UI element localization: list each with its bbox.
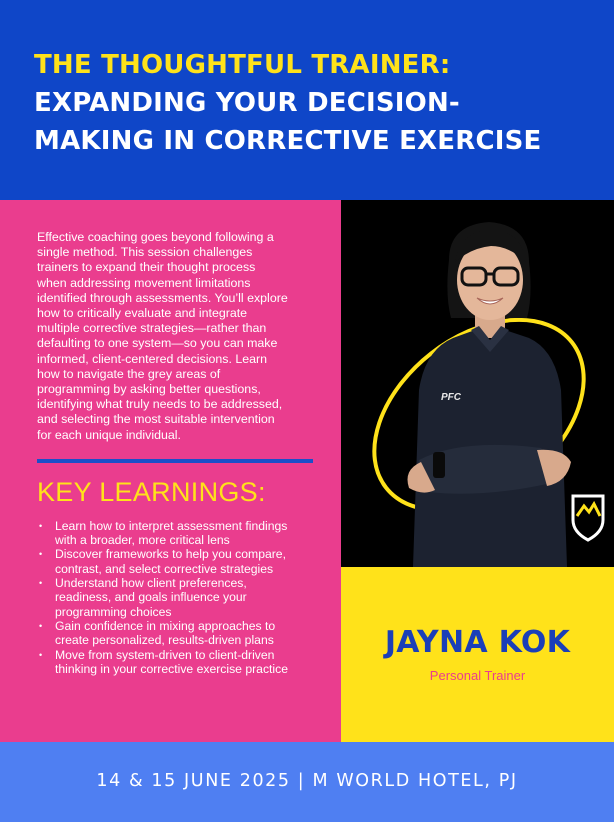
title-line-3: MAKING IN CORRECTIVE EXERCISE xyxy=(34,126,542,156)
list-item-line: create personalized, results-driven plans xyxy=(55,633,274,648)
bullet-icon: • xyxy=(39,649,43,660)
speaker-role: Personal Trainer xyxy=(429,668,526,683)
list-item-line: Understand how client preferences, xyxy=(55,576,247,591)
key-learnings-list xyxy=(37,519,319,676)
speaker-name: JAYNA KOK xyxy=(384,625,571,660)
intro-line: single method. This session challenges xyxy=(37,245,253,260)
list-item-line: Move from system-driven to client-driven xyxy=(55,647,275,662)
key-learnings-heading: KEY LEARNINGS: xyxy=(37,476,266,507)
list-item xyxy=(37,576,319,619)
shirt-logo: PFC xyxy=(441,392,461,403)
list-item-line: contrast, and select corrective strategies xyxy=(55,561,274,576)
list-item-line: Gain confidence in mixing approaches to xyxy=(55,618,276,633)
list-item-line: with a broader, more critical lens xyxy=(55,533,230,548)
intro-line: Effective coaching goes beyond following a xyxy=(37,230,274,244)
list-item-line: readiness, and goals influence your xyxy=(55,590,247,605)
intro-line: how to navigate the grey areas of xyxy=(37,366,221,381)
list-item xyxy=(37,648,319,677)
bullet-icon: • xyxy=(39,520,43,531)
watch xyxy=(433,452,445,478)
section-divider xyxy=(37,459,313,463)
list-item xyxy=(37,547,319,576)
intro-paragraph xyxy=(37,230,319,443)
description-panel xyxy=(0,200,341,742)
bullet-icon: • xyxy=(39,620,43,631)
event-footer xyxy=(0,742,614,822)
title-line-1: THE THOUGHTFUL TRAINER: xyxy=(34,50,451,80)
speaker-illustration xyxy=(341,200,614,567)
intro-line: identified through assessments. You’ll explore xyxy=(37,290,288,305)
list-item xyxy=(37,619,319,648)
speaker-name-card xyxy=(341,567,614,742)
intro-line: multiple corrective strategies—rather than xyxy=(37,321,267,336)
event-date-venue: 14 & 15 JUNE 2025 | M WORLD HOTEL, PJ xyxy=(96,771,518,791)
list-item xyxy=(37,519,319,548)
title-line-2: EXPANDING YOUR DECISION- xyxy=(34,88,460,118)
bullet-icon: • xyxy=(39,578,43,589)
shield-mountain-icon xyxy=(573,496,603,540)
list-item-line: Learn how to interpret assessment findings xyxy=(55,518,288,533)
intro-line: informed, client-centered decisions. Learn xyxy=(37,351,268,366)
speaker-photo xyxy=(341,200,614,567)
intro-line: for each unique individual. xyxy=(37,427,181,442)
list-item-line: Discover frameworks to help you compare, xyxy=(55,547,286,562)
list-item-line: thinking in your corrective exercise practice xyxy=(55,661,289,676)
bullet-icon: • xyxy=(39,549,43,560)
header-banner xyxy=(0,0,614,200)
intro-line: and selecting the most suitable intervention xyxy=(37,412,275,427)
intro-line: when addressing movement limitations xyxy=(37,275,251,290)
intro-line: identifying what truly needs to be addressed, xyxy=(37,397,283,412)
intro-line: how to critically evaluate and integrate xyxy=(37,306,248,321)
intro-line: programming by asking better questions, xyxy=(37,382,261,397)
intro-line: trainers to expand their thought process xyxy=(37,260,256,275)
list-item-line: programming choices xyxy=(55,604,172,619)
intro-line: defaulting to one system—so you can make xyxy=(37,336,278,351)
